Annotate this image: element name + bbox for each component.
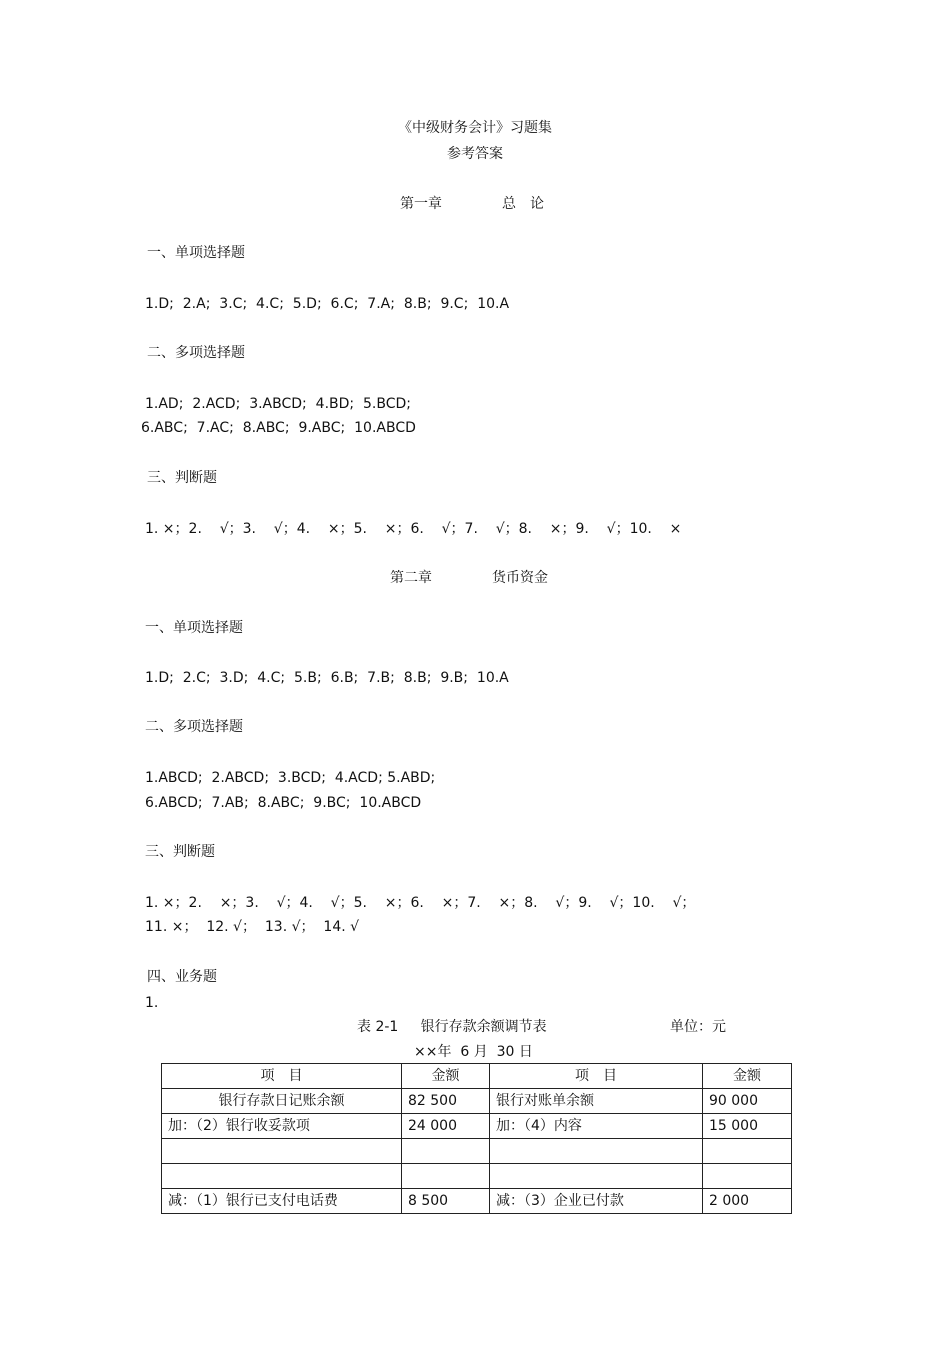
ch2-multi-choice-answers-line2: 6.ABCD; 7.AB; 8.ABC; 9.BC; 10.ABCD <box>145 795 422 811</box>
ch1-multi-choice-answers-line1: 1.AD; 2.ACD; 3.ABCD; 4.BD; 5.BCD; <box>145 396 412 412</box>
ch1-multi-choice-heading: 二、多项选择题 <box>147 345 245 361</box>
ch1-true-false-heading: 三、判断题 <box>147 470 217 486</box>
table-row <box>162 1089 792 1114</box>
table-cell: 82 500 <box>402 1089 490 1114</box>
table-cell: 8 500 <box>402 1189 490 1214</box>
table-cell <box>162 1139 402 1164</box>
header-item-left: 项 目 <box>162 1064 402 1089</box>
ch1-single-choice-heading: 一、单项选择题 <box>147 245 245 261</box>
table-cell: 减：（1）银行已支付电话费 <box>162 1189 402 1214</box>
header-amount-right: 金额 <box>703 1064 792 1089</box>
ch2-multi-choice-answers-line1: 1.ABCD; 2.ABCD; 3.BCD; 4.ACD; 5.ABD; <box>145 770 436 786</box>
header-amount-left: 金额 <box>402 1064 490 1089</box>
table-row <box>162 1139 792 1164</box>
table-cell: 银行对账单余额 <box>490 1089 703 1114</box>
ch1-true-false-answers: 1. ×；2. √；3. √；4. ×；5. ×；6. √；7. √；8. ×；9. √；10. × <box>145 521 682 537</box>
ch2-multi-choice-heading: 二、多项选择题 <box>145 719 243 735</box>
chapter-1-name: 总 论 <box>502 196 544 212</box>
ch2-single-choice-heading: 一、单项选择题 <box>145 620 243 636</box>
table-cell <box>703 1164 792 1189</box>
table-cell <box>162 1164 402 1189</box>
table-cell: 加：（4）内容 <box>490 1114 703 1139</box>
table-cell <box>402 1139 490 1164</box>
table-row <box>162 1164 792 1189</box>
table-header-row <box>162 1064 792 1089</box>
table-cell: 加：（2）银行收妥款项 <box>162 1114 402 1139</box>
table-unit: 单位：元 <box>670 1019 726 1035</box>
ch2-single-choice-answers: 1.D; 2.C; 3.D; 4.C; 5.B; 6.B; 7.B; 8.B; 9.B; 10.A <box>145 670 509 686</box>
chapter-1-number: 第一章 <box>400 196 442 212</box>
table-caption: 表 2-1 银行存款余额调节表 <box>357 1019 547 1035</box>
ch2-true-false-heading: 三、判断题 <box>145 844 215 860</box>
table-cell <box>490 1139 703 1164</box>
table-cell: 减：（3）企业已付款 <box>490 1189 703 1214</box>
table-cell <box>490 1164 703 1189</box>
ch2-business-item-number: 1. <box>145 995 159 1011</box>
table-cell: 15 000 <box>703 1114 792 1139</box>
table-cell: 2 000 <box>703 1189 792 1214</box>
table-cell <box>703 1139 792 1164</box>
table-cell <box>402 1164 490 1189</box>
document-title: 《中级财务会计》习题集 <box>398 120 552 136</box>
table-cell: 90 000 <box>703 1089 792 1114</box>
table-cell: 24 000 <box>402 1114 490 1139</box>
table-row <box>162 1189 792 1214</box>
ch2-true-false-answers-line1: 1. ×；2. ×；3. √；4. √；5. ×；6. ×；7. ×；8. √；9. √；10. √； <box>145 895 696 911</box>
table-cell: 银行存款日记账余额 <box>162 1089 402 1114</box>
header-item-right: 项 目 <box>490 1064 703 1089</box>
ch1-multi-choice-answers-line2: 6.ABC; 7.AC; 8.ABC; 9.ABC; 10.ABCD <box>141 420 416 436</box>
chapter-2-name: 货币资金 <box>492 570 548 586</box>
table-row <box>162 1114 792 1139</box>
ch1-single-choice-answers: 1.D; 2.A; 3.C; 4.C; 5.D; 6.C; 7.A; 8.B; 9.C; 10.A <box>145 296 510 312</box>
table-date: ××年 6 月 30 日 <box>414 1044 533 1060</box>
ch2-true-false-answers-line2: 11. ×； 12. √； 13. √； 14. √ <box>145 919 360 935</box>
ch2-business-heading: 四、业务题 <box>147 969 217 985</box>
chapter-2-number: 第二章 <box>390 570 432 586</box>
document-subtitle: 参考答案 <box>447 146 503 162</box>
bank-reconciliation-table <box>161 1063 792 1214</box>
